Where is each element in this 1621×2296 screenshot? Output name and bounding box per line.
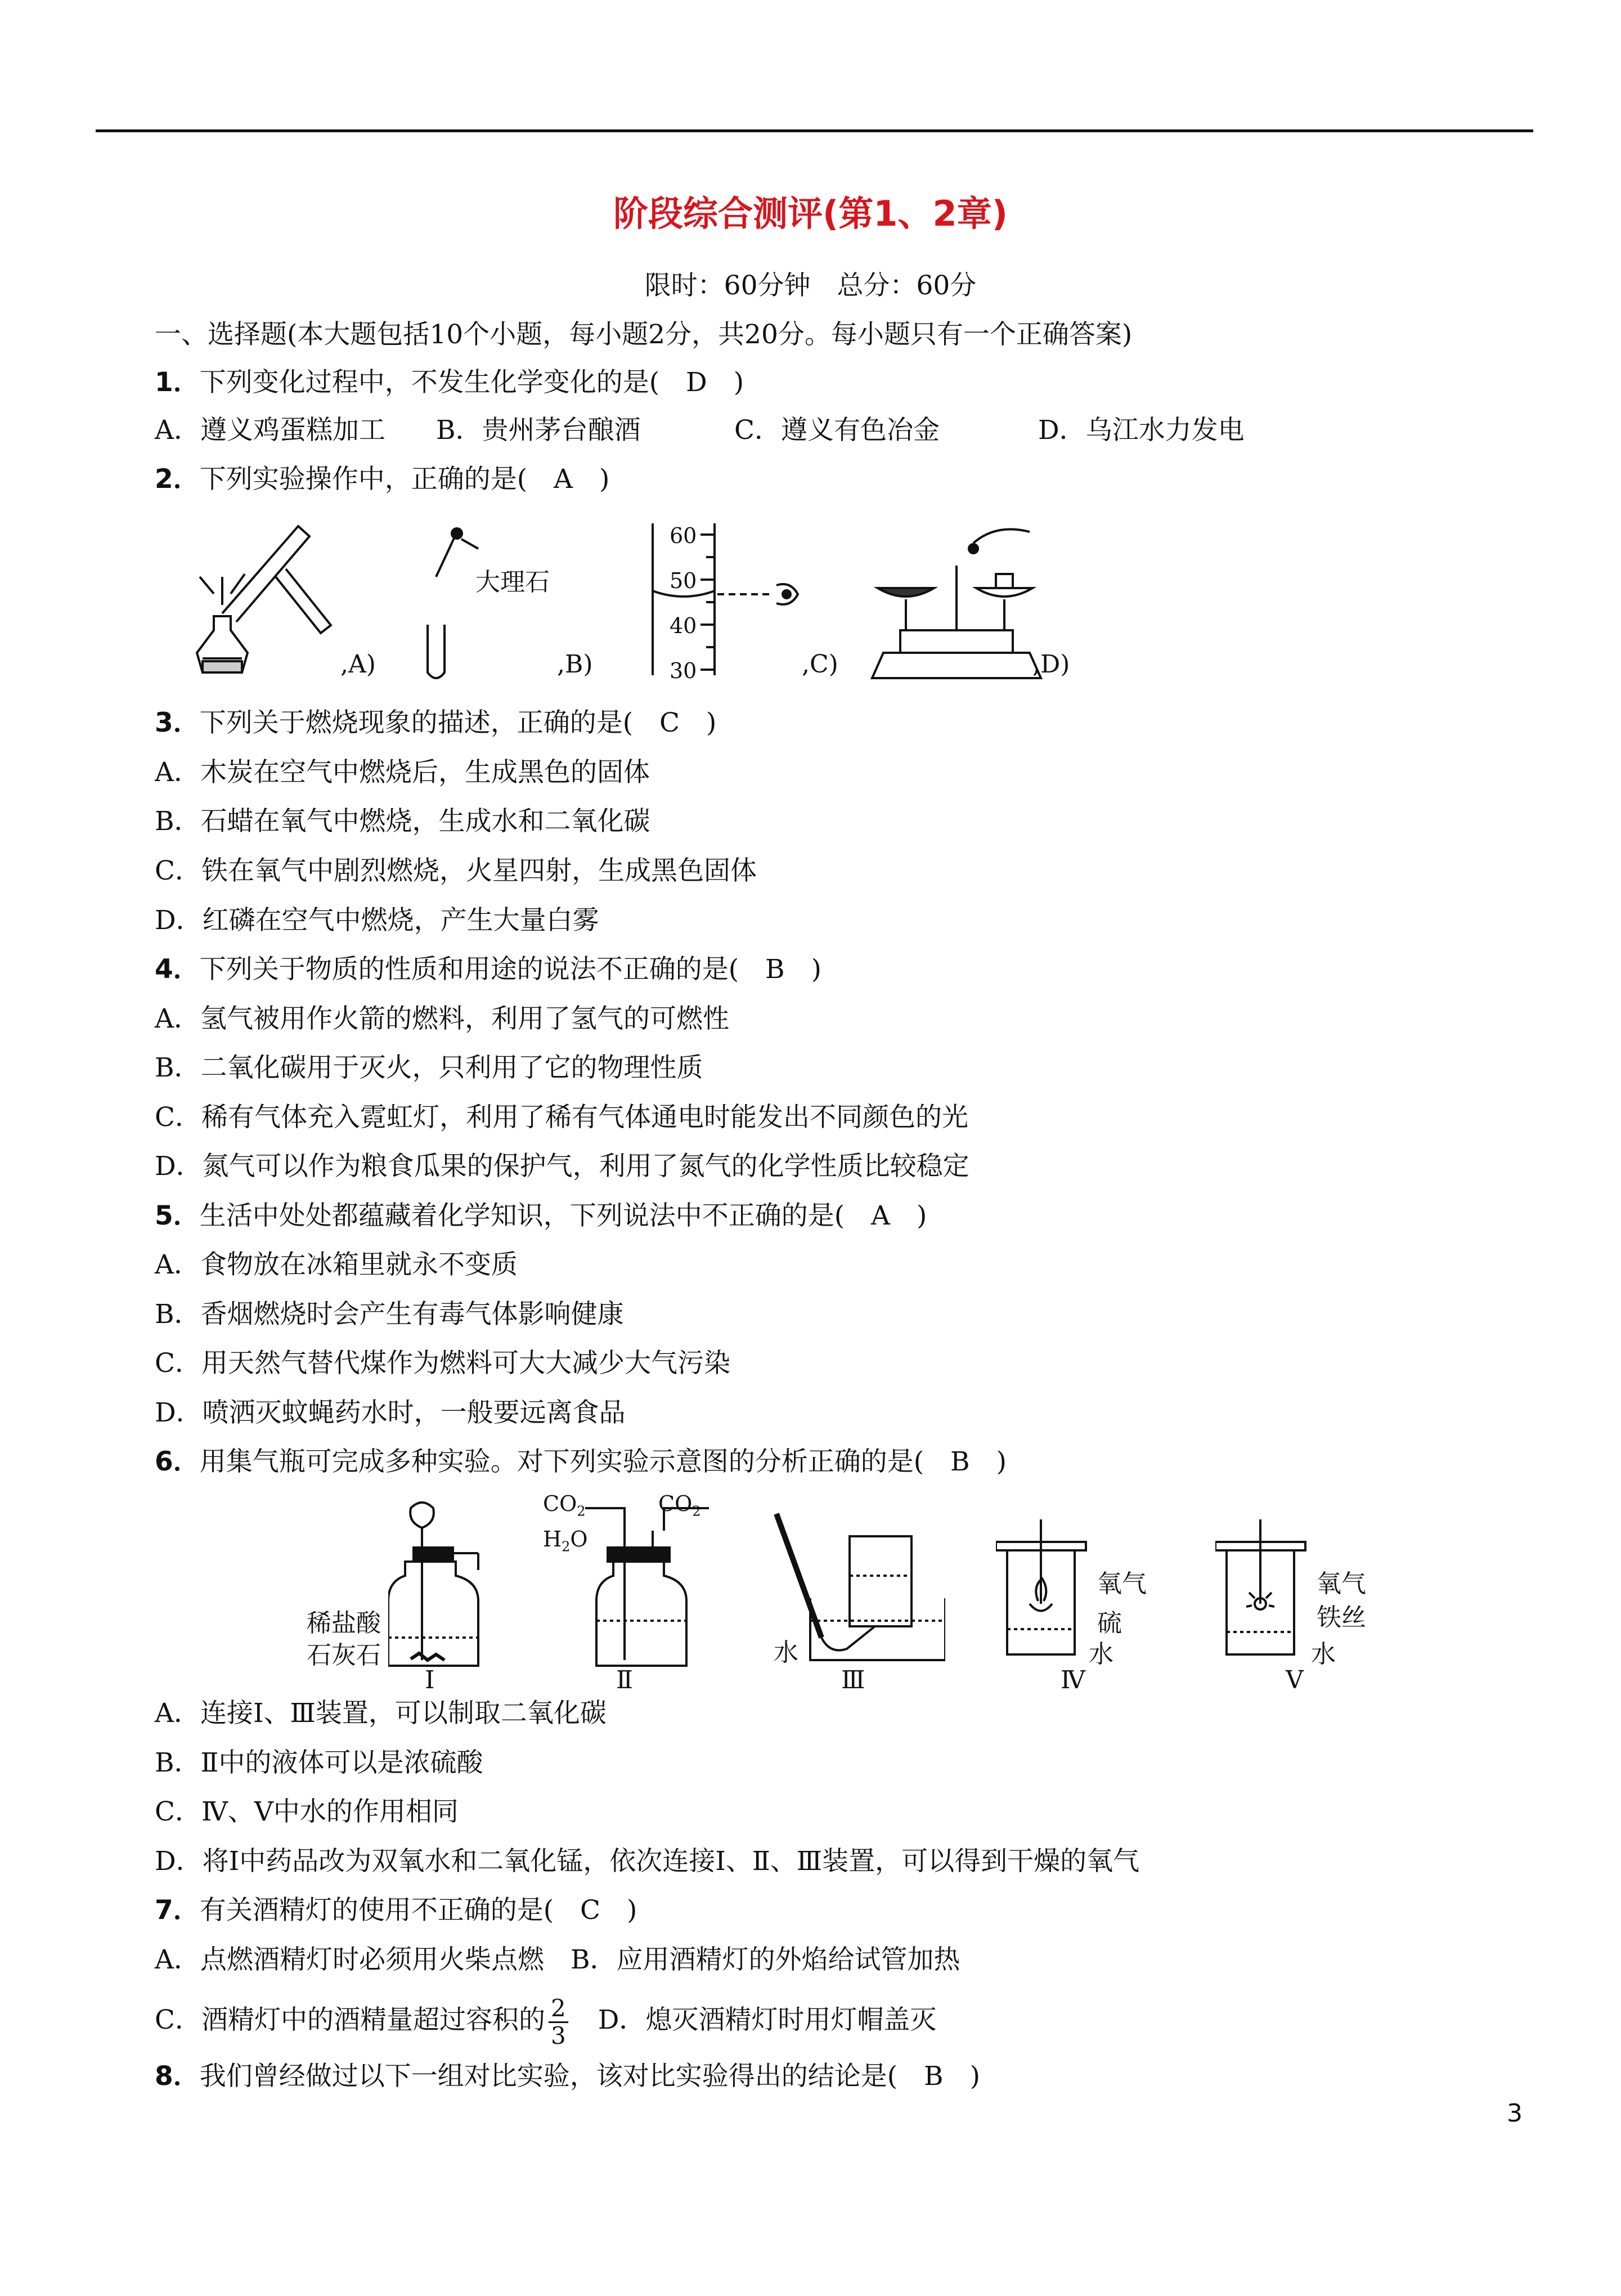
question-number: 6． bbox=[155, 1446, 200, 1477]
question-stem: 下列变化过程中，不发生化学变化的是( D ) bbox=[199, 367, 744, 398]
question-number: 8． bbox=[155, 2061, 200, 2092]
question-number: 3． bbox=[155, 707, 200, 738]
apparatus-4 bbox=[996, 1519, 1103, 1671]
question-5 bbox=[155, 1199, 927, 1233]
option-d: D．将Ⅰ中药品改为双氧水和二氧化锰，依次连接Ⅰ、Ⅱ、Ⅲ装置，可以得到干燥的氧气 bbox=[155, 1846, 1140, 1877]
question-number: 1． bbox=[155, 367, 200, 398]
option-b: B．应用酒精灯的外焰给试管加热 bbox=[570, 1944, 960, 1975]
apparatus-1 bbox=[388, 1497, 529, 1677]
question-number: 5． bbox=[155, 1200, 200, 1231]
option-b: B．Ⅱ中的液体可以是浓硫酸 bbox=[155, 1747, 483, 1778]
question-stem: 用集气瓶可完成多种实验。对下列实验示意图的分析正确的是( B ) bbox=[199, 1446, 1007, 1477]
header-rule bbox=[96, 129, 1533, 132]
scale-60-label: 60 bbox=[670, 523, 697, 548]
option-c: C．稀有气体充入霓虹灯，利用了稀有气体通电时能发出不同颜色的光 bbox=[155, 1102, 968, 1133]
option-d: D．乌江水力发电 bbox=[1038, 415, 1245, 446]
scale-30-label: 30 bbox=[670, 658, 697, 683]
option-b: B．二氧化碳用于灭火，只利用了它的物理性质 bbox=[155, 1052, 703, 1083]
question-stem: 下列关于物质的性质和用途的说法不正确的是( B ) bbox=[199, 954, 821, 985]
option-b: B．石蜡在氧气中燃烧，生成水和二氧化碳 bbox=[155, 806, 650, 837]
question-7 bbox=[155, 1894, 637, 1927]
option-a: A．连接Ⅰ、Ⅲ装置，可以制取二氧化碳 bbox=[155, 1698, 607, 1729]
question-number: 4． bbox=[155, 954, 200, 985]
option-c: C．酒精灯中的酒精量超过容积的 bbox=[155, 2004, 545, 2035]
apparatus-5 bbox=[1215, 1519, 1322, 1671]
option-b: B．贵州茅台酿酒 bbox=[436, 415, 641, 446]
question-6 bbox=[155, 1445, 1007, 1479]
apparatus-2 bbox=[580, 1497, 720, 1677]
apparatus-2-number: Ⅱ bbox=[616, 1666, 633, 1694]
question-1 bbox=[155, 366, 744, 400]
section-heading: 一、选择题(本大题包括10个小题，每小题2分，共20分。每小题只有一个正确答案) bbox=[155, 319, 1133, 350]
limestone-label: 石灰石 bbox=[307, 1641, 381, 1670]
co2-inlet-label: $CO_2$ bbox=[543, 1491, 586, 1519]
figure-2a-label: ,A) bbox=[340, 650, 376, 679]
option-a: A．点燃酒精灯时必须用火柴点燃 bbox=[155, 1944, 544, 1975]
option-d: D．喷洒灭蚊蝇药水时，一般要远离食品 bbox=[155, 1397, 626, 1428]
question-stem: 下列关于燃烧现象的描述，正确的是( C ) bbox=[199, 707, 717, 738]
option-c: C．铁在氧气中剧烈燃烧，火星四射，生成黑色固体 bbox=[155, 855, 757, 886]
figure-2d-balance bbox=[866, 521, 1047, 684]
figure-2c-label: ,C) bbox=[802, 650, 838, 679]
dilute-acid-label: 稀盐酸 bbox=[307, 1609, 381, 1638]
option-a: A．氢气被用作火箭的燃料，利用了氢气的可燃性 bbox=[155, 1003, 729, 1034]
option-c: C．用天然气替代煤作为燃料可大大减少大气污染 bbox=[155, 1348, 730, 1379]
option-a: A．食物放在冰箱里就永不变质 bbox=[155, 1249, 518, 1280]
question-2 bbox=[155, 463, 609, 496]
question-3 bbox=[155, 706, 716, 740]
figure-2b-label: ,B) bbox=[557, 650, 593, 679]
question-number: 7． bbox=[155, 1895, 200, 1926]
figure-2a-dropping-liquid bbox=[180, 515, 349, 684]
option-d: D．红磷在空气中燃烧，产生大量白雾 bbox=[155, 905, 599, 936]
question-stem: 生活中处处都蕴藏着化学知识，下列说法中不正确的是( A ) bbox=[199, 1200, 927, 1231]
option-a: A．木炭在空气中燃烧后，生成黑色的固体 bbox=[155, 757, 650, 788]
fraction-two-thirds: $\frac{2}{3}$ bbox=[549, 1995, 568, 2049]
figure-2b-test-tube bbox=[411, 523, 557, 687]
option-a: A．遵义鸡蛋糕加工 bbox=[155, 415, 385, 446]
oxygen-label-4: 氧气 bbox=[1097, 1569, 1147, 1598]
question-number: 2． bbox=[155, 464, 200, 495]
question-stem: 有关酒精灯的使用不正确的是( C ) bbox=[199, 1895, 637, 1926]
question-8 bbox=[155, 2060, 980, 2093]
sulfur-label: 硫 bbox=[1097, 1609, 1122, 1638]
apparatus-1-number: Ⅰ bbox=[425, 1666, 435, 1694]
option-d: D．熄灭酒精灯时用灯帽盖灭 bbox=[598, 2004, 937, 2035]
question-stem: 下列实验操作中，正确的是( A ) bbox=[199, 464, 610, 495]
h2o-label: $H_2O$ bbox=[543, 1527, 588, 1555]
scale-40-label: 40 bbox=[670, 613, 697, 638]
question-stem: 我们曾经做过以下一组对比实验，该对比实验得出的结论是( B ) bbox=[199, 2061, 980, 2092]
figure-2d-label: ,D) bbox=[1032, 650, 1070, 679]
question-7-options-cd bbox=[155, 1992, 936, 2049]
question-7-options-ab bbox=[155, 1943, 960, 1977]
co2-outlet-label: $CO_2$ bbox=[658, 1491, 701, 1519]
water-label-5: 水 bbox=[1311, 1640, 1336, 1669]
water-label-4: 水 bbox=[1089, 1640, 1113, 1669]
oxygen-label-5: 氧气 bbox=[1317, 1569, 1366, 1598]
option-c: C．遵义有色冶金 bbox=[734, 415, 940, 446]
apparatus-5-number: Ⅴ bbox=[1286, 1666, 1304, 1694]
marble-label: 大理石 bbox=[475, 568, 550, 597]
option-b: B．香烟燃烧时会产生有毒气体影响健康 bbox=[155, 1299, 624, 1330]
apparatus-3-number: Ⅲ bbox=[841, 1666, 865, 1694]
water-label: 水 bbox=[774, 1638, 798, 1667]
page-title: 阶段综合测评(第1、2章) bbox=[613, 193, 1008, 234]
question-1-options bbox=[155, 414, 1245, 447]
scale-50-label: 50 bbox=[670, 568, 697, 593]
question-4 bbox=[155, 953, 821, 986]
option-c: C．Ⅳ、Ⅴ中水的作用相同 bbox=[155, 1796, 459, 1827]
page-number: 3 bbox=[1507, 2099, 1523, 2128]
apparatus-4-number: Ⅳ bbox=[1061, 1666, 1085, 1694]
option-d: D．氮气可以作为粮食瓜果的保护气，利用了氮气的化学性质比较稳定 bbox=[155, 1151, 969, 1182]
page-subtitle: 限时：60分钟 总分：60分 bbox=[644, 270, 977, 301]
iron-wire-label: 铁丝 bbox=[1317, 1603, 1366, 1632]
